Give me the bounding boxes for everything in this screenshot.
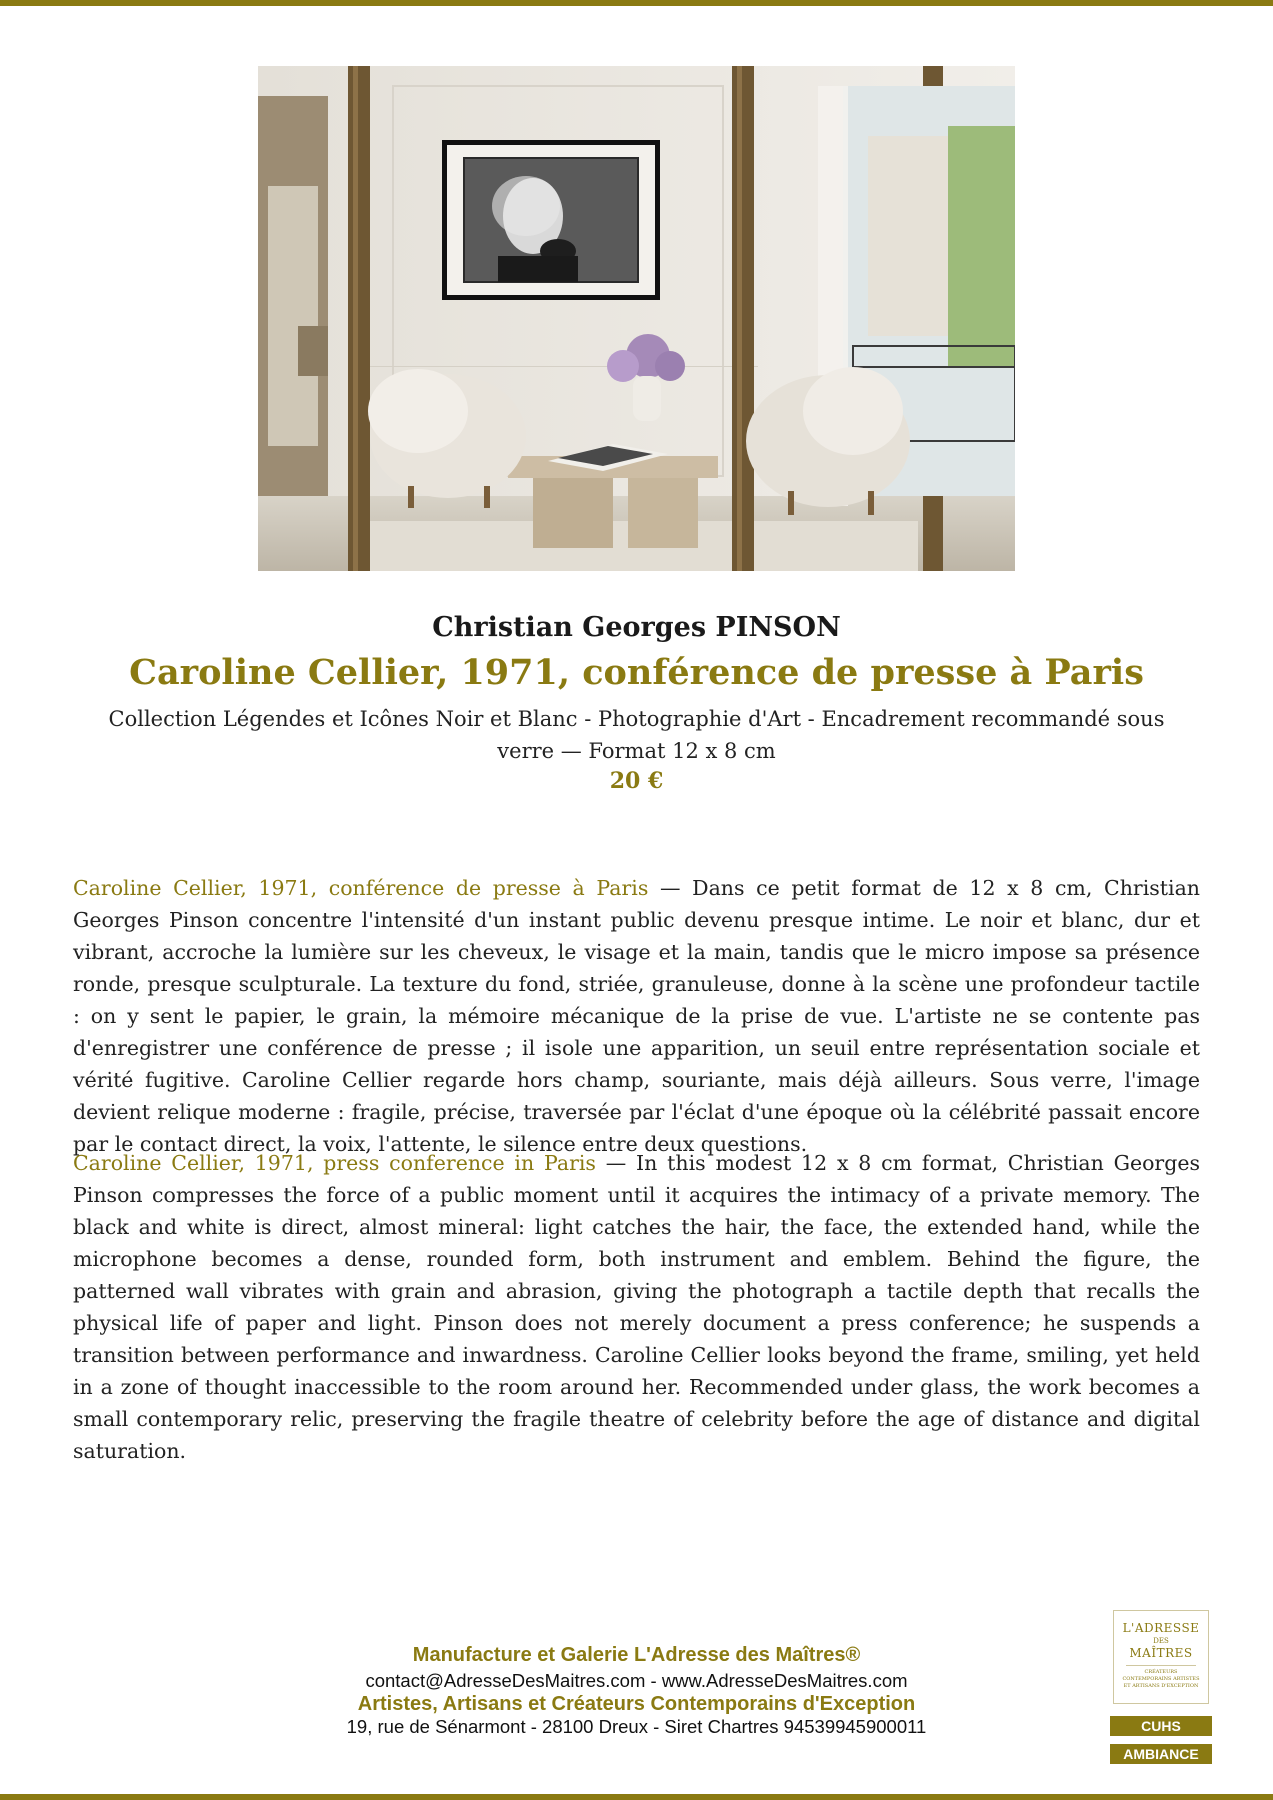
description-english-text: — In this modest 12 x 8 cm format, Christian Georges Pinson compresses the force of a public moment until it acquires the intimacy of a private memory. The black and white is direct, almost mineral: light catches the hair, the face, the extended hand, while the microphone becomes a dense, rounded form, both instrument and emblem. Behind the figure, the patterned wall vibrates with grain and abrasion, giving the photograph a tactile depth that recalls the physical life of paper and light. Pinson does not merely document a press conference; he suspends a transition between performance and inwardness. Caroline Cellier looks beyond the frame, smiling, yet held in a zone of thought inaccessible to the room around her. Recommended under glass, the work becomes a small contemporary relic, preserving the fragile theatre of celebrity before the age of distance and digital saturation. [73, 1151, 1200, 1463]
logo-line-2: DES [1153, 1637, 1169, 1645]
logo-divider [1126, 1665, 1196, 1666]
artwork-price: 20 € [609, 768, 664, 794]
badge-cuhs: CUHS [1110, 1716, 1212, 1736]
footer-gallery-name: Manufacture et Galerie L'Adresse des Maîtres® [412, 1644, 861, 1666]
badge-ambiance: AMBIANCE [1110, 1744, 1212, 1764]
footer-tagline: Artistes, Artisans et Créateurs Contemporains d'Exception [357, 1693, 916, 1715]
artwork-title: Caroline Cellier, 1971, conférence de presse à Paris [129, 652, 1144, 693]
top-accent-bar [0, 0, 1273, 6]
description-english-lead: Caroline Cellier, 1971, press conference in Paris [73, 1151, 596, 1175]
footer-contact: contact@AdresseDesMaitres.com - www.AdresseDesMaitres.com [365, 1670, 908, 1691]
bottom-accent-bar [0, 1794, 1273, 1800]
logo-line-3: MAÎTRES [1129, 1646, 1193, 1660]
logo-line-4: CRÉATEURS CONTEMPORAINS ARTISTES ET ARTISANS D'EXCEPTION [1122, 1669, 1200, 1689]
description-french-text: — Dans ce petit format de 12 x 8 cm, Christian Georges Pinson concentre l'intensité d'un instant public devenu presque intime. Le noir et blanc, dur et vibrant, accroche la lumière sur les cheveux, le visage et la main, tandis que le micro impose sa présence ronde, presque sculpturale. La texture du fond, striée, granuleuse, donne à la scène une profondeur tactile : on y sent le papier, le grain, la mémoire mécanique de la prise de vue. L'artiste ne se contente pas d'enregistrer une conférence de presse ; il isole une apparition, un seuil entre représentation sociale et vérité fugitive. Caroline Cellier regarde hors champ, souriante, mais déjà ailleurs. Sous verre, l'image devient relique moderne : fragile, précise, traversée par l'éclat d'une époque où la célébrité passait encore par le contact direct, la voix, l'attente, le silence entre deux questions. [73, 876, 1200, 1156]
gallery-logo [1113, 1610, 1209, 1704]
logo-line-1: L'ADRESSE [1122, 1621, 1200, 1635]
artwork-subtitle: Collection Légendes et Icônes Noir et Blanc - Photographie d'Art - Encadrement recommandé sous verre — Format 12 x 8 cm [108, 707, 1165, 763]
description-french [73, 872, 1200, 1160]
footer-address: 19, rue de Sénarmont - 28100 Dreux - Siret Chartres 94539945900011 [346, 1716, 927, 1737]
artist-name: Christian Georges PINSON [432, 612, 841, 643]
description-english [73, 1147, 1200, 1467]
room-mockup-photo [258, 66, 1015, 571]
description-french-lead: Caroline Cellier, 1971, conférence de presse à Paris [73, 876, 649, 900]
